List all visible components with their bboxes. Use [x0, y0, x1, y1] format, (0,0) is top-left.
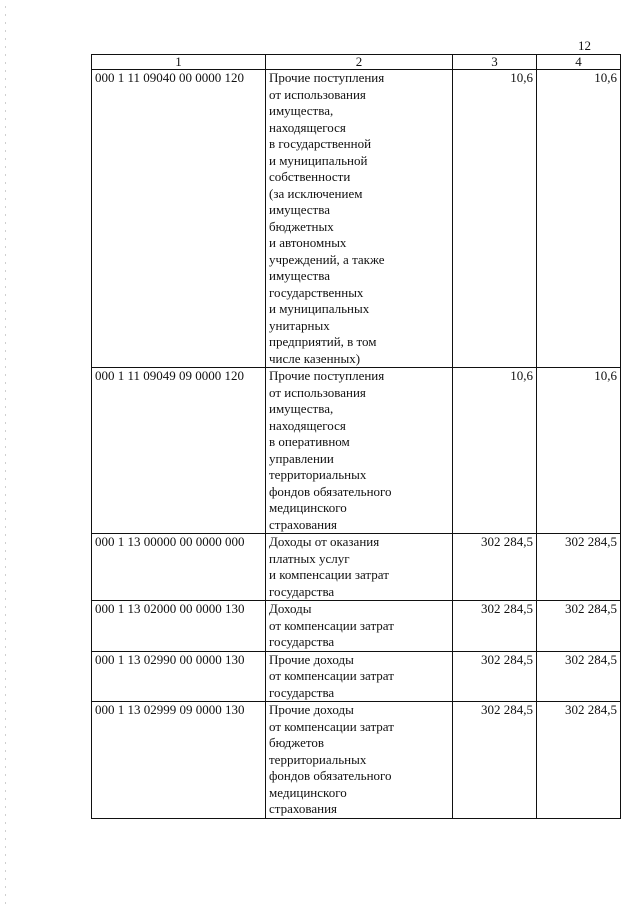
- row-value-col3: 302 284,5: [453, 601, 537, 652]
- row-code: 000 1 13 00000 00 0000 000: [92, 534, 266, 601]
- table-row: [92, 601, 621, 652]
- row-value-col4: 302 284,5: [537, 601, 621, 652]
- row-value-col3: 10,6: [453, 70, 537, 368]
- table-row: [92, 534, 621, 601]
- row-name: Доходы от компенсации затрат государства: [266, 601, 453, 652]
- table-header-row: [92, 55, 621, 70]
- header-col-2: 2: [266, 55, 453, 70]
- table-row: [92, 651, 621, 702]
- row-value-col3: 302 284,5: [453, 534, 537, 601]
- row-value-col4: 10,6: [537, 368, 621, 534]
- row-code: 000 1 13 02990 00 0000 130: [92, 651, 266, 702]
- header-col-4: 4: [537, 55, 621, 70]
- page-number: 12: [578, 38, 591, 53]
- row-value-col3: 302 284,5: [453, 702, 537, 819]
- table-row: [92, 702, 621, 819]
- row-code: 000 1 11 09040 00 0000 120: [92, 70, 266, 368]
- row-name: Доходы от оказания платных услуг и компенсации затрат государства: [266, 534, 453, 601]
- table-row: [92, 368, 621, 534]
- row-name: Прочие поступления от использования имущества, находящегося в оперативном управлении территориальных фондов обязательного медицинского страхования: [266, 368, 453, 534]
- row-name: Прочие поступления от использования имущества, находящегося в государственной и муниципальной собственности (за исключением имущества бюджетных и автономных учреждений, а также имущества государственных и муниципальных унитарных предприятий, в том числе казенных): [266, 70, 453, 368]
- table-row: [92, 70, 621, 368]
- row-code: 000 1 11 09049 09 0000 120: [92, 368, 266, 534]
- row-code: 000 1 13 02000 00 0000 130: [92, 601, 266, 652]
- header-col-1: 1: [92, 55, 266, 70]
- header-col-3: 3: [453, 55, 537, 70]
- row-value-col4: 302 284,5: [537, 534, 621, 601]
- row-name: Прочие доходы от компенсации затрат государства: [266, 651, 453, 702]
- row-value-col4: 302 284,5: [537, 702, 621, 819]
- scan-edge-artifact: [5, 0, 6, 905]
- row-value-col3: 10,6: [453, 368, 537, 534]
- row-code: 000 1 13 02999 09 0000 130: [92, 702, 266, 819]
- budget-table: [91, 54, 621, 819]
- row-value-col3: 302 284,5: [453, 651, 537, 702]
- row-value-col4: 302 284,5: [537, 651, 621, 702]
- row-name: Прочие доходы от компенсации затрат бюджетов территориальных фондов обязательного медицинского страхования: [266, 702, 453, 819]
- row-value-col4: 10,6: [537, 70, 621, 368]
